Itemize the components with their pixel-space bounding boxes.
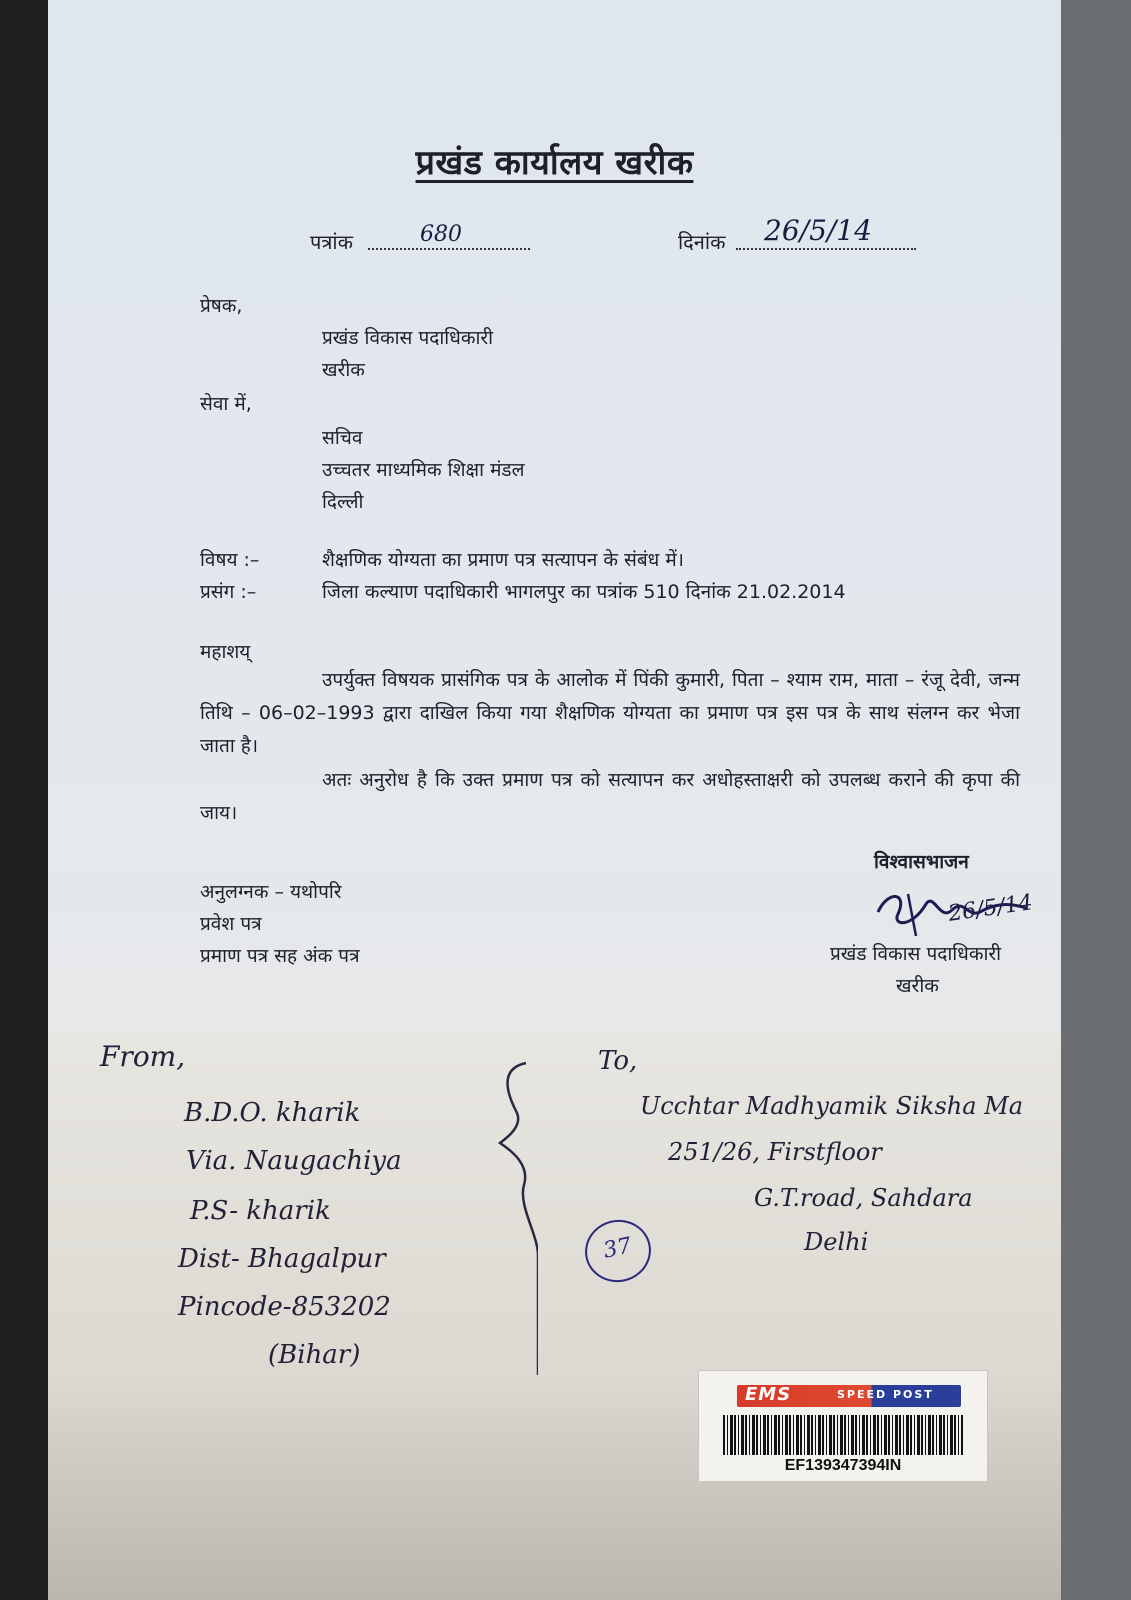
salutation: महाशय् [200,641,251,663]
from-line-4: Dist- Bhagalpur [178,1244,386,1274]
to-line-2: 251/26, Firstfloor [668,1138,882,1166]
background-left [0,0,48,1600]
office-heading: प्रखंड कार्यालय खरीक [415,143,694,183]
tracking-number: EF139347394IN [784,1457,902,1474]
sender-line-2: खरीक [322,359,365,381]
signature-date: 26/5/14 [946,890,1035,927]
sender-label: प्रेषक, [200,295,243,317]
enclosure-line-1: अनुलग्नक – यथोपरि [200,881,342,903]
from-line-1: B.D.O. kharik [184,1098,361,1128]
to-line-4: Delhi [804,1228,869,1256]
body-paragraph-1: उपर्युक्त विषयक प्रासंगिक पत्र के आलोक में पिंकी कुमारी, पिता – श्याम राम, माता – रंजू देवी, जन्म तिथि – 06–02–1993 द्वारा दाखिल किया गया शैक्षणिक योग्यता का प्रमाण पत्र इस पत्र के साथ संलग्न कर भेजा जाता है। [200,669,1020,757]
to-line-3: G.T.road, Sahdara [754,1184,973,1212]
recipient-line-2: उच्चतर माध्यमिक शिक्षा मंडल [322,459,525,481]
from-line-2: Via. Naugachiya [186,1146,402,1176]
date-value: 26/5/14 [764,214,872,247]
to-label: To, [598,1046,638,1076]
background-right [1061,0,1131,1600]
ems-speed-post-label [698,1370,988,1482]
circled-number: 37 [579,1214,656,1288]
date-label: दिनांक [678,230,726,254]
office-letter [48,0,1061,1040]
ems-logo-text: EMS [745,1384,792,1405]
subject-text: शैक्षणिक योग्यता का प्रमाण पत्र सत्यापन के संबंध में। [322,549,684,571]
brace-divider [478,1055,538,1385]
from-line-6: (Bihar) [268,1340,361,1370]
enclosure-line-2: प्रवेश पत्र [200,913,262,935]
recipient-label: सेवा में, [200,393,252,415]
body-paragraph-2: अतः अनुरोध है कि उक्त प्रमाण पत्र को सत्यापन कर अधोहस्ताक्षरी को उपलब्ध कराने की कृपा की जाय। [200,769,1020,824]
barcode-icon [723,1415,963,1455]
closing: विश्वासभाजन [874,851,969,873]
signatory-line-2: खरीक [896,975,939,997]
recipient-line-3: दिल्ली [322,491,364,513]
signatory-line-1: प्रखंड विकास पदाधिकारी [830,943,1002,965]
from-label: From, [100,1040,186,1073]
from-line-3: P.S- kharik [190,1196,331,1226]
from-line-5: Pincode-853202 [178,1292,391,1322]
speed-post-text: SPEED POST [837,1388,934,1401]
sender-line-1: प्रखंड विकास पदाधिकारी [322,327,494,349]
reference-label: प्रसंग :– [200,581,257,603]
enclosure-line-3: प्रमाण पत्र सह अंक पत्र [200,945,360,967]
ref-label: पत्रांक [310,230,353,254]
reference-text: जिला कल्याण पदाधिकारी भागलपुर का पत्रांक 510 दिनांक 21.02.2014 [322,581,846,603]
ref-number: 680 [420,222,462,247]
subject-label: विषय :– [200,549,260,571]
recipient-line-1: सचिव [322,427,363,449]
to-line-1: Ucchtar Madhyamik Siksha Ma [640,1092,1024,1120]
